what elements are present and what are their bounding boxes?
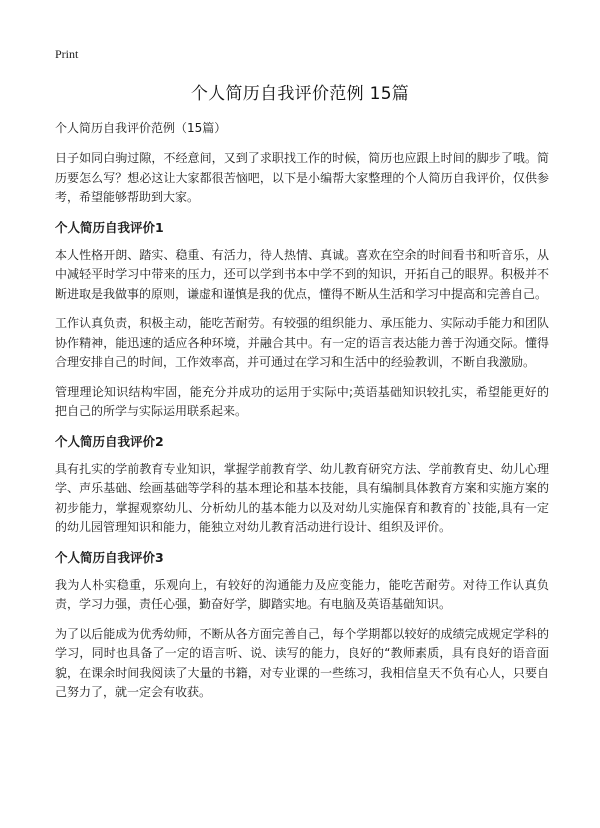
section-3-paragraph-1: 我为人朴实稳重，乐观向上，有较好的沟通能力及应变能力，能吃苦耐劳。对待工作认真负责，学习力强，责任心强，勤奋好学，脚踏实地。有电脑及英语基础知识。 (55, 577, 549, 611)
section-3-heading: 个人简历自我评价3 (55, 549, 164, 565)
section-1-paragraph-3: 管理理论知识结构牢固，能充分并成功的运用于实际中;英语基础知识较扎实，希望能更好的把自己的所学与实际运用联系起来。 (55, 384, 549, 418)
page-title: 个人简历自我评价范例 15篇 (190, 84, 410, 104)
intro-paragraph: 日子如同白驹过隙，不经意间，又到了求职找工作的时候，简历也应跟上时间的脚步了哦。简历要怎么写？想必这让大家都很苦恼吧，以下是小编帮大家整理的个人简历自我评价，仅供参考，希望能够帮助到大家。 (55, 151, 549, 204)
section-1-paragraph-2: 工作认真负责，积极主动，能吃苦耐劳。有较强的组织能力、承压能力、实际动手能力和团队协作精神，能迅速的适应各种环境，并融合其中。有一定的语言表达能力善于沟通交际。懂得合理安排自己的时间，工作效率高，并可通过在学习和生活中的经验教训，不断自我激励。 (55, 316, 549, 369)
article-body (55, 119, 549, 713)
section-1-paragraph-1: 本人性格开朗、踏实、稳重、有活力，待人热情、真诚。喜欢在空余的时间看书和听音乐，从中减轻平时学习中带来的压力，还可以学到书本中学不到的知识，开拓自己的眼界。积极并不断进取是我做事的原则，谦虚和谨慎是我的优点，懂得不断从生活和学习中提高和完善自己。 (55, 247, 549, 301)
section-3-paragraph-2: 为了以后能成为优秀幼师，不断从各方面完善自己，每个学期都以较好的成绩完成规定学科的学习，同时也具备了一定的语言听、说、读写的能力，良好的“教师素质，具有良好的语音面貌，在课余时间我阅读了大量的书籍，对专业课的一些练习，我相信皇天不负有心人，只要自己努力了，就一定会有收获。 (55, 626, 549, 699)
section-2-paragraph-1: 具有扎实的学前教育专业知识，掌握学前教育学、幼儿教育研究方法、学前教育史、幼儿心理学、声乐基础、绘画基础等学科的基本理论和基本技能，具有编制具体教育方案和实施方案的初步能力，掌握观察幼儿、分析幼儿的基本能力以及对幼儿实施保育和教育的`技能,具有一定的幼儿园管理知识和能力，能独立对幼儿教育活动进行设计、组织及评价。 (55, 461, 549, 534)
print-link[interactable]: Print (55, 47, 79, 61)
section-1-heading: 个人简历自我评价1 (55, 219, 164, 235)
section-2-heading: 个人简历自我评价2 (55, 433, 164, 449)
article-subtitle: 个人简历自我评价范例（15篇） (55, 121, 227, 135)
